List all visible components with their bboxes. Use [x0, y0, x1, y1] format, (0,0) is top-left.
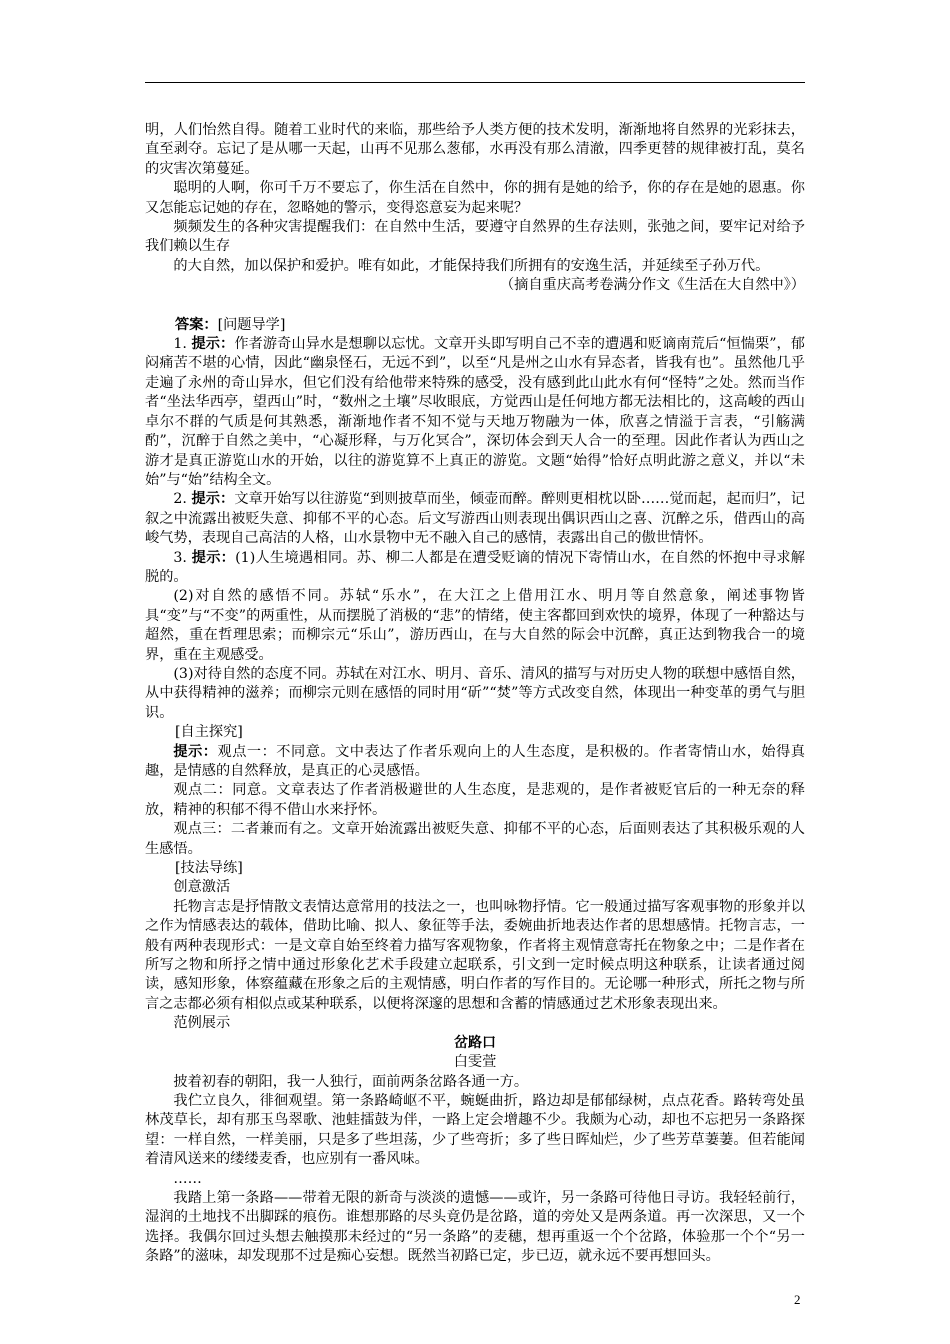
answer-text: 作者游奇山异水是想聊以忘忧。文章开头即写明自己不幸的遭遇和贬谪南荒后“恒惴栗”，郁闷痛苦不堪的心情，因此“幽泉怪石，无远不到”，以至“凡是州之山水有异态者，皆我有也”。虽然他几乎走遍了永州的奇山异水，但它们没有给他带来特殊的感受，没有感到此山此水有何“怪特”之处。然而当作者“坐法华西亭，望西山”时，“数州之土壤”尽收眼底，方觉西山是任何地方都无法相比的，这高峻的西山卓尔不群的气质是何其熟悉，渐渐地作者不知不觉与天地万物融为一体，欣喜之情溢于言表，“引觞满酌”，沉醉于自然之美中，“心凝形释，与万化冥合”，深切体会到天人合一的至理。因此作者认为西山之游才是真正游览山水的开始，以往的游览算不上真正的游览。文题“始得”恰好点明此游之意义，并以“未始”与“始”结构全文。	[145, 336, 805, 488]
answer-number: 3.	[173, 549, 187, 566]
answer-text: (1)人生境遇相同。苏、柳二人都是在遭受贬谪的情况下寄情山水，在自然的怀抱中寻求解脱的。	[145, 549, 805, 585]
paragraph: (3)对待自然的态度不同。苏轼在对江水、明月、音乐、清风的描写与对历史人物的联想中感悟自然，从中获得精神的滋养；而柳宗元则在感悟的同时用“斫”“焚”等方式改变自然，体现出一种变革的勇气与胆识。	[145, 665, 805, 721]
answers-heading	[175, 316, 805, 335]
answers-label: 答案：	[175, 316, 218, 333]
hint-label: 提示：	[191, 336, 235, 353]
example-subheading: 范例展示	[173, 1015, 231, 1032]
explore-heading: [自主探究]	[175, 724, 243, 741]
answer-number: 2.	[173, 491, 187, 508]
hint-label: 提示：	[191, 491, 235, 508]
paragraph: (2)对自然的感悟不同。苏轼“乐水”，在大江之上借用江水、明月等自然意象，阐述事物皆具“变”与“不变”的两重性，从而摆脱了消极的“悲”的情绪，使主客都回到欢快的境界，体现了一种豁达与超然，重在哲理思索；而柳宗元“乐山”，游历西山，在与大自然的际会中沉醉，真正达到物我合一的境界，重在主观感受。	[145, 588, 805, 663]
hint-label: 提示：	[173, 743, 218, 760]
header-rule	[145, 82, 805, 83]
technique-body: 托物言志是抒情散文表情达意常用的技法之一，也叫咏物抒情。它一般通过描写客观事物的形象并以之作为情感表达的载体，借助比喻、拟人、象征等手法，委婉曲折地表达作者的思想感情。托物言志，一般有两种表现形式：一是文章自始至终着力描写客观物象，作者将主观情意寄托在物象之中；二是作者在所写之物和所抒之情中通过形象化艺术手段建立起联系，引文到一定时候点明这种联系，让读者通过阅读，感知形象，体察蕴藏在形象之后的主观情感，明白作者的写作目的。无论哪一种形式，所托之物与所言之志都必须有相似点或某种联系，以便将深邃的思想和含蓄的情感通过艺术形象表现出来。	[145, 898, 805, 1012]
answer-text: 文章开始写以往游览“到则披草而坐，倾壶而醉。醉则更相枕以卧……觉而起，起而归”，记叙之中流露出被贬失意、抑郁不平的心态。后文写游西山则表现出偶识西山之喜、沉醉之乐，借西山的高峻气势，表现自己高洁的人格，山水景物中无不融入自己的感情，表露出自己的傲世情怀。	[145, 491, 805, 547]
example-author: 白雯萱	[453, 1054, 497, 1071]
paragraph: 我踏上第一条路——带着无限的新奇与淡淡的遗憾——或许，另一条路可待他日寻访。我轻轻前行，湿润的土地找不出脚踩的痕伤。谁想那路的尽头竟仍是岔路，道的旁处又是两条道。再一次深思，又一个选择。我偶尔回过头想去触摸那未经过的“另一条路”的麦穗，想再重返一个个岔路，体验那一个个“另一条路”的滋味，却发现那不过是痴心妄想。既然当初路已定，步已迈，就永远不要再想回头。	[145, 1189, 805, 1265]
paragraph: 频频发生的各种灾害提醒我们：在自然中生活，要遵守自然界的生存法则，张弛之间，要牢记对给予我们赖以生存	[145, 219, 805, 255]
answer-1	[145, 335, 805, 490]
answer-2	[145, 490, 805, 548]
answer-number: 1.	[173, 336, 187, 353]
answer-3	[145, 549, 805, 588]
hint-label: 提示：	[191, 549, 236, 566]
source-citation: （摘自重庆高考卷满分作文《生活在大自然中》）	[499, 277, 805, 294]
paragraph: 聪明的人啊，你可千万不要忘了，你生活在自然中，你的拥有是她的给予，你的存在是她的恩惠。你又怎能忘记她的存在，忽略她的警示，变得恣意妄为起来呢？	[145, 180, 805, 216]
paragraph: 我伫立良久，徘徊观望。第一条路崎岖不平，蜿蜒曲折，路边却是郁郁绿树，点点花香。路转弯处虽林茂草长，却有那玉鸟翠歌、池蛙擂鼓为伴，一路上定会增趣不少。我颇为心动，却也不忘把另一条路探望：一样自然，一样美丽，只是多了些坦荡，少了些弯折；多了些日晖灿烂，少了些芳草萋萋。但若能闻着清风送来的缕缕麦香，也应别有一番风味。	[145, 1092, 805, 1168]
paragraph: 披着初春的朝阳，我一人独行，面前两条岔路各通一方。	[173, 1073, 529, 1090]
explore-view-3: 观点三：二者兼而有之。文章开始流露出被贬失意、抑郁不平的心态，后面则表达了其积极乐观的人生感悟。	[145, 821, 805, 857]
technique-subheading: 创意激活	[173, 879, 231, 896]
paragraph: 的大自然，加以保护和爱护。唯有如此，才能保持我们所拥有的安逸生活，并延续至子孙万代。	[173, 257, 770, 274]
page-number: 2	[794, 1292, 801, 1307]
explore-view-1	[145, 743, 805, 782]
document-page	[145, 121, 805, 1267]
ellipsis: ……	[173, 1170, 202, 1187]
technique-heading: [技法导练]	[175, 860, 243, 877]
paragraph: 明，人们怡然自得。随着工业时代的来临，那些给予人类方便的技术发明，渐渐地将自然界的光彩抹去，直至剥夺。忘记了是从哪一天起，山再不见那么葱郁，水再没有那么清澈，四季更替的规律被打乱，莫名的灾害次第蔓延。	[145, 122, 805, 177]
section-label: [问题导学]	[217, 316, 286, 333]
view-text: 观点一：不同意。文中表达了作者乐观向上的人生态度，是积极的。作者寄情山水，始得真趣，是情感的自然释放，是真正的心灵感悟。	[145, 743, 805, 779]
explore-view-2: 观点二：同意。文章表达了作者消极避世的人生态度，是悲观的，是作者被贬官后的一种无奈的释放，精神的积郁不得不借山水来抒怀。	[145, 782, 805, 818]
example-title: 岔路口	[454, 1034, 496, 1051]
